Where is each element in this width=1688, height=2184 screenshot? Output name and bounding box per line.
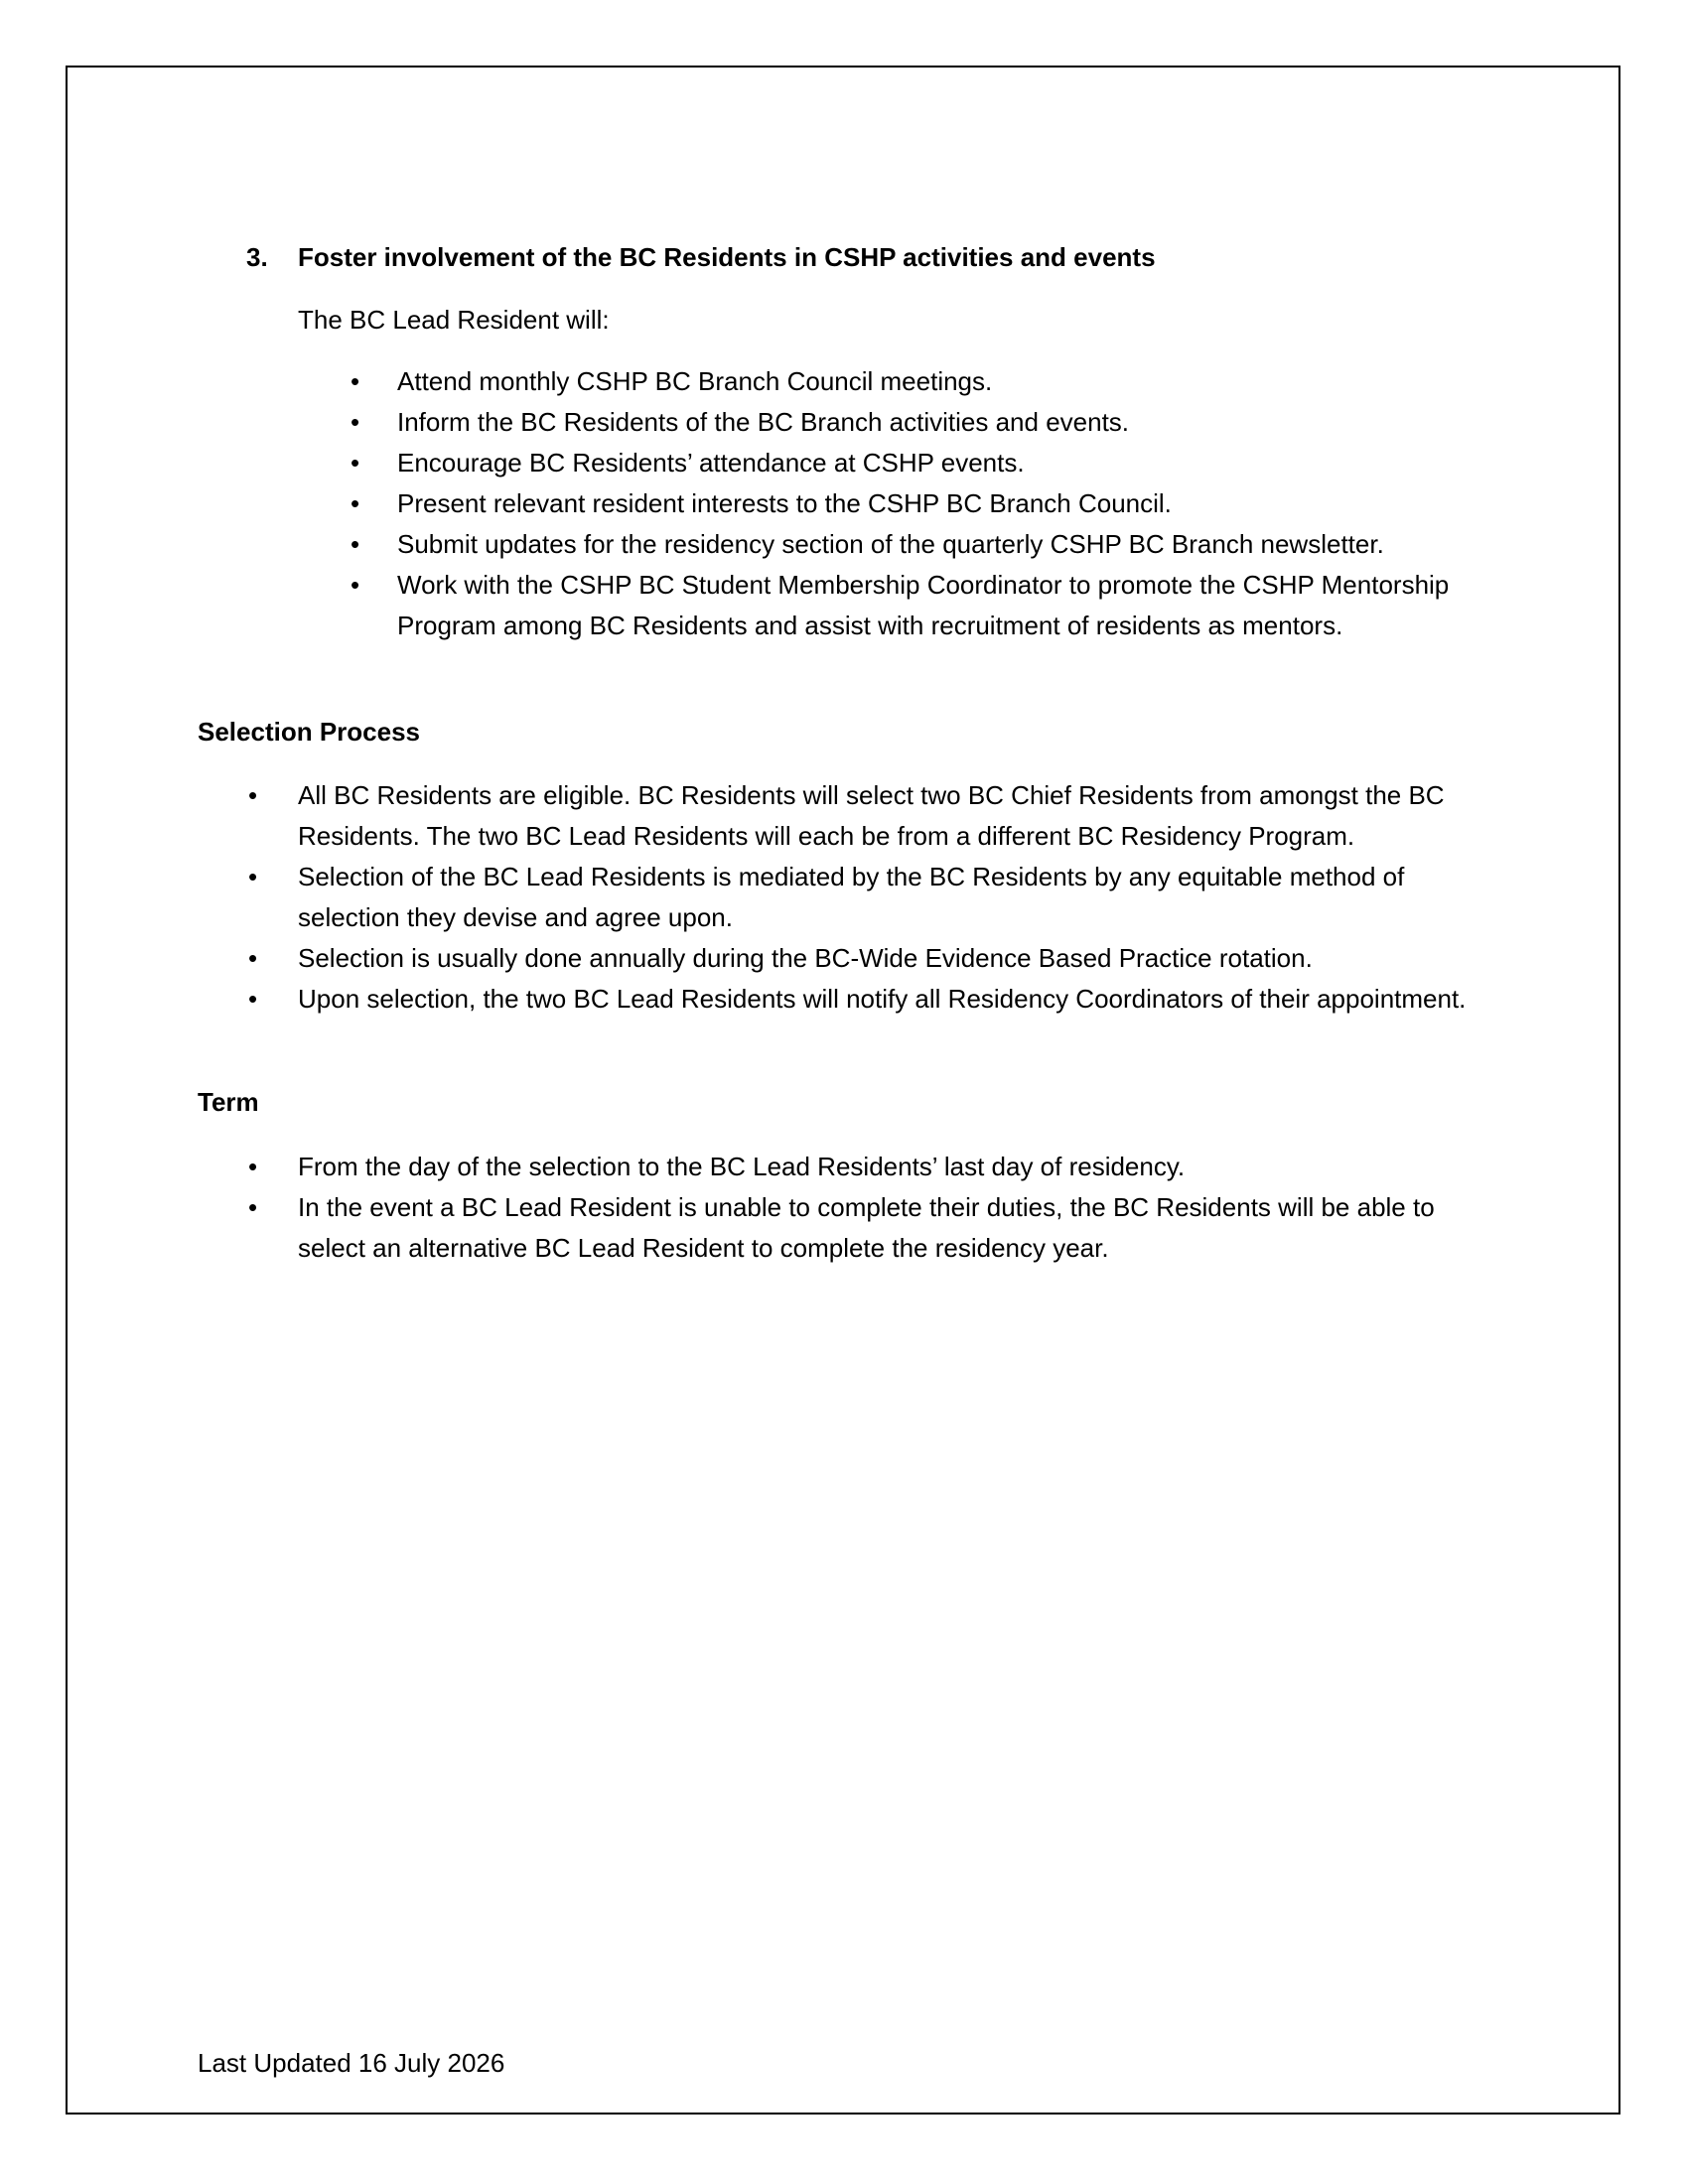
bullet-icon: •: [351, 488, 360, 518]
list-item: [0, 1187, 1489, 1269]
list-item-text: In the event a BC Lead Resident is unable to complete their duties, the BC Residents will be able to select an alternative BC Lead Resident to complete the residency year.: [298, 1192, 1435, 1263]
list-item: [0, 524, 1489, 565]
bullet-icon: •: [351, 366, 360, 396]
bullet-icon: •: [351, 448, 360, 478]
list-item-text: From the day of the selection to the BC Lead Residents’ last day of residency.: [298, 1152, 1186, 1181]
section-heading-text: Foster involvement of the BC Residents in CSHP activities and events: [298, 242, 1156, 272]
list-item-text: Upon selection, the two BC Lead Residents will notify all Residency Coordinators of their appointment.: [298, 984, 1467, 1014]
bullet-icon: •: [248, 1192, 258, 1222]
list-item-text: Selection of the BC Lead Residents is mediated by the BC Residents by any equitable method of selection they devise and agree upon.: [298, 862, 1405, 932]
list-item-text: Submit updates for the residency section of the quarterly CSHP BC Branch newsletter.: [397, 529, 1384, 559]
term-heading: Term: [198, 1087, 259, 1117]
list-item: [0, 938, 1489, 979]
list-item: [0, 565, 1489, 646]
footer-last-updated: Last Updated 16 July 2026: [198, 2048, 505, 2078]
bullet-icon: •: [248, 943, 258, 973]
selection-process-heading: Selection Process: [198, 717, 420, 747]
list-item: [0, 775, 1489, 857]
bullet-icon: •: [351, 529, 360, 559]
list-item: [0, 857, 1489, 938]
section-number: 3.: [246, 242, 268, 272]
list-item-text: Attend monthly CSHP BC Branch Council meetings.: [397, 366, 993, 396]
bullet-icon: •: [351, 570, 360, 600]
section-intro: The BC Lead Resident will:: [298, 305, 610, 335]
bullet-icon: •: [248, 862, 258, 891]
section-heading: [246, 237, 1156, 278]
list-item: [0, 979, 1489, 1020]
list-item: [0, 361, 1489, 402]
duties-list: [0, 361, 1489, 646]
list-item: [0, 1147, 1489, 1187]
selection-process-list: [0, 775, 1489, 1020]
bullet-icon: •: [248, 1152, 258, 1181]
term-list: [0, 1147, 1489, 1269]
list-item: [0, 402, 1489, 443]
list-item: [0, 483, 1489, 524]
bullet-icon: •: [248, 780, 258, 810]
bullet-icon: •: [248, 984, 258, 1014]
list-item-text: Selection is usually done annually during the BC-Wide Evidence Based Practice rotation.: [298, 943, 1313, 973]
list-item-text: Present relevant resident interests to the CSHP BC Branch Council.: [397, 488, 1172, 518]
bullet-icon: •: [351, 407, 360, 437]
list-item: [0, 443, 1489, 483]
list-item-text: Work with the CSHP BC Student Membership Coordinator to promote the CSHP Mentorship Program among BC Residents and assist with recruitment of residents as mentors.: [397, 570, 1450, 640]
list-item-text: All BC Residents are eligible. BC Residents will select two BC Chief Residents from amongst the BC Residents. The two BC Lead Residents will each be from a different BC Residency Program.: [298, 780, 1445, 851]
list-item-text: Encourage BC Residents’ attendance at CSHP events.: [397, 448, 1025, 478]
list-item-text: Inform the BC Residents of the BC Branch activities and events.: [397, 407, 1130, 437]
